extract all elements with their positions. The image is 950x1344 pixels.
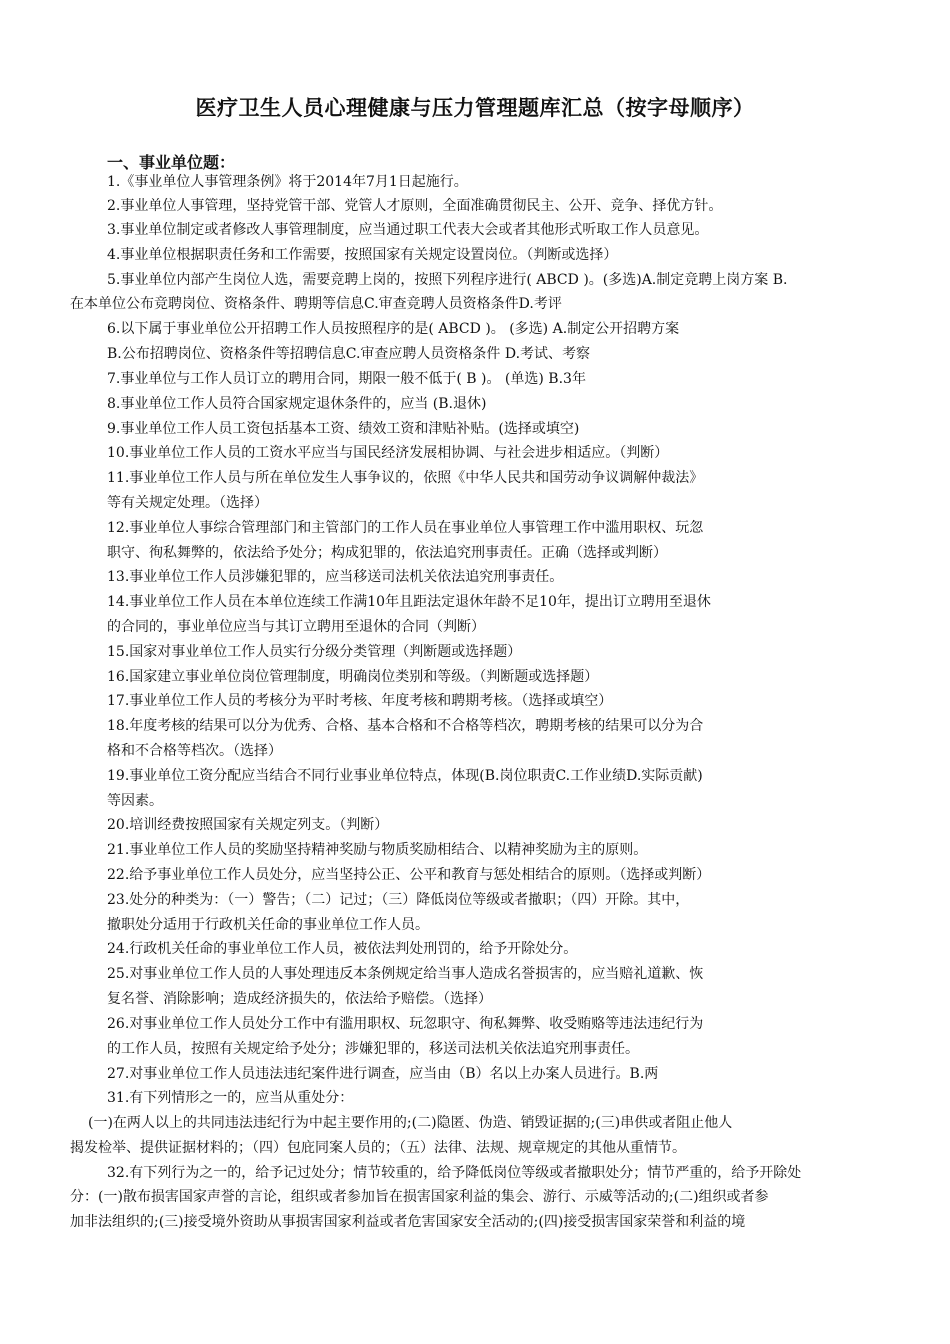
text-line: 撤职处分适用于行政机关任命的事业单位工作人员。 xyxy=(107,917,429,933)
text-line: 20.培训经费按照国家有关规定列支。（判断） xyxy=(107,817,389,833)
text-line: 的工作人员，按照有关规定给予处分；涉嫌犯罪的，移送司法机关依法追究刑事责任。 xyxy=(107,1041,639,1057)
text-line: 15.国家对事业单位工作人员实行分级分类管理（判断题或选择题） xyxy=(107,644,522,660)
text-line: 10.事业单位工作人员的工资水平应当与国民经济发展相协调、与社会进步相适应。（判断） xyxy=(107,445,669,461)
text-line: 23.处分的种类为：（一）警告；（二）记过；（三）降低岗位等级或者撤职；（四）开除。其中， xyxy=(107,892,690,908)
text-line: 4.事业单位根据职责任务和工作需要，按照国家有关规定设置岗位。（判断或选择） xyxy=(107,247,618,263)
text-line: 8.事业单位工作人员符合国家规定退休条件的，应当 (B.退休) xyxy=(107,396,487,412)
text-line: 5.事业单位内部产生岗位人选，需要竞聘上岗的，按照下列程序进行( ABCD )。(多选)A.制定竞聘上岗方案 B. xyxy=(107,272,788,288)
text-line: 2.事业单位人事管理，坚持党管干部、党管人才原则，全面准确贯彻民主、公开、竞争、择优方针。 xyxy=(107,198,723,214)
text-line: 25.对事业单位工作人员的人事处理违反本条例规定给当事人造成名誉损害的，应当赔礼道歉、恢 xyxy=(107,966,704,982)
text-line: 17.事业单位工作人员的考核分为平时考核、年度考核和聘期考核。（选择或填空） xyxy=(107,693,613,709)
text-line: 加非法组织的;(三)接受境外资助从事损害国家利益或者危害国家安全活动的;(四)接受损害国家荣誉和利益的境 xyxy=(70,1214,746,1230)
text-line: 26.对事业单位工作人员处分工作中有滥用职权、玩忽职守、徇私舞弊、收受贿赂等违法违纪行为 xyxy=(107,1016,704,1032)
text-line: 等因素。 xyxy=(107,793,163,809)
text-line: 3.事业单位制定或者修改人事管理制度，应当通过职工代表大会或者其他形式听取工作人员意见。 xyxy=(107,222,709,238)
text-line: 职守、徇私舞弊的，依法给予处分；构成犯罪的，依法追究刑事责任。正确（选择或判断） xyxy=(107,545,667,561)
text-line: 在本单位公布竞聘岗位、资格条件、聘期等信息C.审查竞聘人员资格条件D.考评 xyxy=(70,296,562,312)
text-line: 1.《事业单位人事管理条例》将于2014年7月1日起施行。 xyxy=(107,174,468,190)
text-line: 16.国家建立事业单位岗位管理制度，明确岗位类别和等级。（判断题或选择题） xyxy=(107,669,599,685)
text-line: 6.以下属于事业单位公开招聘工作人员按照程序的是( ABCD )。 (多选) A.制定公开招聘方案 xyxy=(107,321,680,337)
text-line: 12.事业单位人事综合管理部门和主管部门的工作人员在事业单位人事管理工作中滥用职权、玩忽 xyxy=(107,520,704,536)
text-line: 21.事业单位工作人员的奖励坚持精神奖励与物质奖励相结合、以精神奖励为主的原则。 xyxy=(107,842,648,858)
text-line: 18.年度考核的结果可以分为优秀、合格、基本合格和不合格等档次，聘期考核的结果可以分为合 xyxy=(107,718,704,734)
text-line: B.公布招聘岗位、资格条件等招聘信息C.审查应聘人员资格条件 D.考试、考察 xyxy=(107,346,591,362)
text-line: 格和不合格等档次。（选择） xyxy=(107,743,282,759)
text-line: 9.事业单位工作人员工资包括基本工资、绩效工资和津贴补贴。(选择或填空) xyxy=(107,421,580,437)
text-line: 等有关规定处理。（选择） xyxy=(107,495,268,511)
text-line: 19.事业单位工资分配应当结合不同行业事业单位特点，体现(B.岗位职责C.工作业绩D.实际贡献) xyxy=(107,768,703,784)
text-line: (一)在两人以上的共同违法违纪行为中起主要作用的;(二)隐匿、伪造、销毁证据的;(三)串供或者阻止他人 xyxy=(88,1115,733,1131)
text-line: 11.事业单位工作人员与所在单位发生人事争议的，依照《中华人民共和国劳动争议调解仲裁法》 xyxy=(107,470,704,486)
text-line: 14.事业单位工作人员在本单位连续工作满10年且距法定退休年龄不足10年，提出订立聘用至退休 xyxy=(107,594,711,610)
text-line: 27.对事业单位工作人员违法违纪案件进行调查，应当由（B）名以上办案人员进行。B.两 xyxy=(107,1066,659,1082)
document-title: 医疗卫生人员心理健康与压力管理题库汇总（按字母顺序） xyxy=(195,96,755,120)
text-line: 13.事业单位工作人员涉嫌犯罪的，应当移送司法机关依法追究刑事责任。 xyxy=(107,569,564,585)
text-line: 分：(一)散布损害国家声誉的言论，组织或者参加旨在损害国家利益的集会、游行、示威等活动的;(二)组织或者参 xyxy=(70,1189,769,1205)
text-line: 24.行政机关任命的事业单位工作人员，被依法判处刑罚的，给予开除处分。 xyxy=(107,941,578,957)
text-line: 7.事业单位与工作人员订立的聘用合同，期限一般不低于( B )。 (单选) B.3年 xyxy=(107,371,586,387)
text-line: 31.有下列情形之一的，应当从重处分： xyxy=(107,1090,354,1106)
text-line: 复名誉、消除影响；造成经济损失的，依法给予赔偿。（选择） xyxy=(107,991,492,1007)
text-line: 32.有下列行为之一的，给予记过处分；情节较重的，给予降低岗位等级或者撤职处分；情节严重的，给予开除处 xyxy=(107,1165,802,1181)
text-line: 揭发检举、提供证据材料的；（四）包庇同案人员的；（五）法律、法规、规章规定的其他从重情节。 xyxy=(70,1140,686,1156)
text-line: 22.给予事业单位工作人员处分，应当坚持公正、公平和教育与惩处相结合的原则。（选择或判断） xyxy=(107,867,711,883)
section-heading: 一、事业单位题： xyxy=(107,153,236,172)
text-line: 的合同的，事业单位应当与其订立聘用至退休的合同（判断） xyxy=(107,619,485,635)
